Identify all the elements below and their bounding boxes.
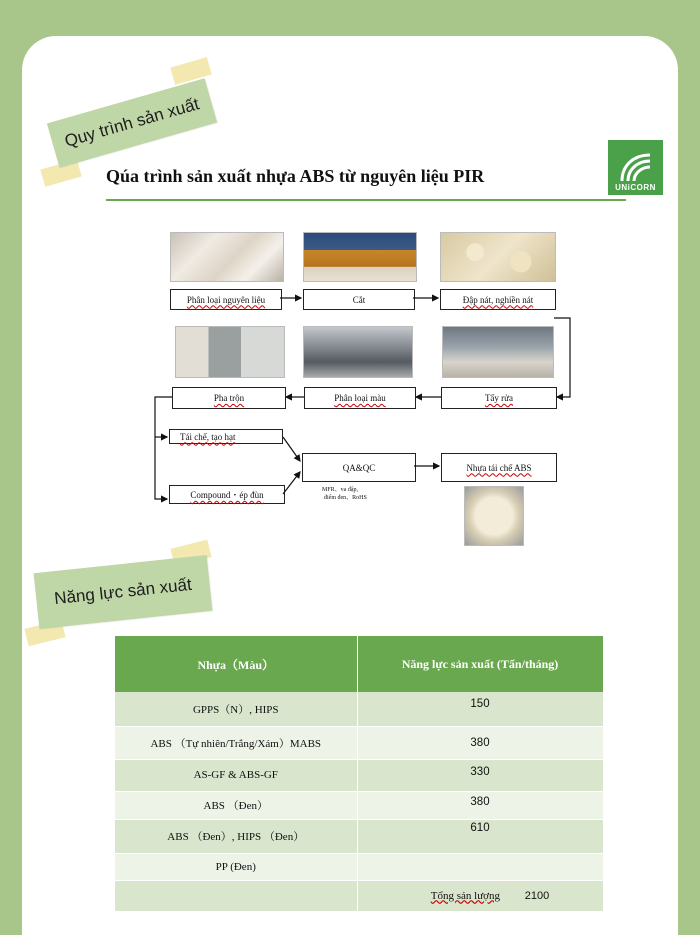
flow-arrows — [22, 36, 678, 556]
step-wash: Tẩy rửa — [441, 387, 557, 409]
total-label: Tổng sản lượng — [430, 889, 500, 902]
step-color-sort: Phân loại màu — [304, 387, 416, 409]
resin-cell: GPPS（N）, HIPS — [115, 692, 357, 726]
capacity-banner-label: Năng lực sản xuất — [53, 574, 193, 609]
resin-cell: PP (Đen) — [115, 853, 357, 880]
step-compound: Compound・ép đùn — [169, 485, 285, 504]
capacity-table — [115, 636, 604, 912]
process-title: Qúa trình sản xuất nhựa ABS từ nguyên liệu PIR — [106, 166, 485, 186]
header-resin: Nhựa（Màu） — [115, 636, 357, 692]
qa-note-line2: điểm đen、RoHS — [324, 495, 367, 501]
table-row — [115, 726, 603, 759]
step-crush: Đập nát, nghiền nát — [440, 289, 556, 310]
step-sort-material: Phân loại nguyên liệu — [170, 289, 282, 310]
step-qaqc: QA&QC — [302, 453, 416, 482]
table-row — [115, 692, 603, 726]
capacity-cell: 150 — [357, 692, 603, 726]
table-total-row — [115, 880, 603, 911]
resin-cell: AS-GF & ABS-GF — [115, 759, 357, 791]
table-row — [115, 759, 603, 791]
resin-cell: ABS （Tự nhiên/Trắng/Xám）MABS — [115, 726, 357, 759]
step-abs-product: Nhựa tái chế ABS — [441, 453, 557, 482]
resin-cell: ABS （Đen）, HIPS （Đen） — [115, 819, 357, 853]
table-header-row — [115, 636, 603, 692]
step-recycle: Tái chế, tạo hạt — [169, 429, 283, 444]
capacity-cell — [357, 853, 603, 880]
content-card — [22, 36, 678, 935]
capacity-cell: 610 — [357, 819, 603, 853]
capacity-banner — [34, 555, 213, 629]
qa-note-line1: MFR、va đập, — [322, 487, 359, 493]
total-cell — [357, 880, 603, 911]
total-value: 2100 — [524, 889, 550, 902]
total-empty-cell — [115, 880, 357, 911]
header-capacity: Năng lực sản xuất (Tấn/tháng) — [357, 636, 603, 692]
step-mix: Pha trộn — [172, 387, 286, 409]
capacity-cell: 380 — [357, 726, 603, 759]
step-cut: Cắt — [303, 289, 415, 310]
table-row — [115, 819, 603, 853]
capacity-cell: 380 — [357, 791, 603, 819]
process-banner-label: Quy trình sản xuất — [62, 94, 202, 151]
table-row — [115, 791, 603, 819]
table-row — [115, 853, 603, 880]
resin-cell: ABS （Đen） — [115, 791, 357, 819]
capacity-cell: 330 — [357, 759, 603, 791]
logo-text: UNiCORN — [615, 183, 656, 192]
